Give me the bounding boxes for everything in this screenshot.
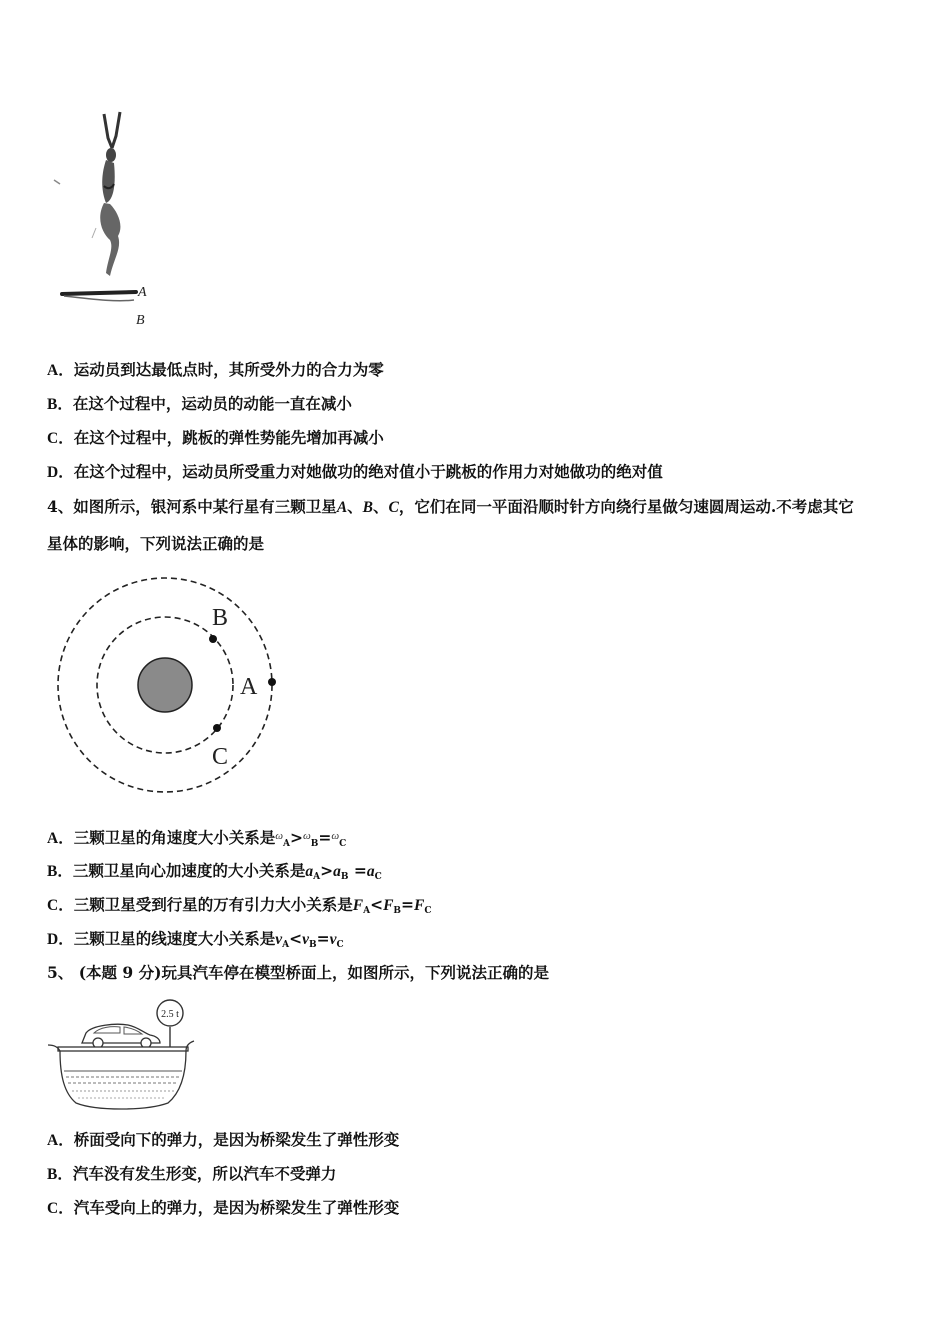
option-letter: C bbox=[47, 1200, 59, 1217]
orbit-figure bbox=[50, 570, 290, 800]
option-text: 三颗卫星受到行星的万有引力大小关系是 bbox=[73, 895, 353, 914]
relation: = bbox=[401, 895, 415, 914]
option-letter: B bbox=[47, 396, 58, 413]
variable: F bbox=[352, 897, 364, 914]
q4-stem-text: 如图所示，银河系中某行星有三颗卫星 bbox=[73, 497, 337, 516]
option-letter: D bbox=[47, 931, 59, 948]
satellite-b bbox=[209, 635, 217, 643]
option-letter: A bbox=[47, 1132, 59, 1149]
question-number: 4、 bbox=[47, 497, 74, 516]
relation: < bbox=[289, 929, 303, 948]
option-text: 三颗卫星的角速度大小关系是 bbox=[73, 828, 276, 847]
q5-option-b[interactable]: B．汽车没有发生形变，所以汽车不受弹力 bbox=[47, 1164, 337, 1183]
variable: F bbox=[414, 897, 425, 914]
q3-option-a[interactable]: A．运动员到达最低点时，其所受外力的合力为零 bbox=[47, 360, 384, 379]
relation: < bbox=[370, 895, 384, 914]
subscript: A bbox=[363, 906, 371, 916]
option-text: 在这个过程中，运动员所受重力对她做功的绝对值小于跳板的作用力对她做功的绝对值 bbox=[73, 462, 663, 481]
diver-label-a: A bbox=[138, 285, 147, 300]
satellite-c bbox=[213, 724, 221, 732]
option-text: 汽车没有发生形变，所以汽车不受弹力 bbox=[72, 1164, 337, 1183]
separator: 、 bbox=[373, 497, 389, 516]
q4-stem-text-3: 星体的影响，下列说法正确的是 bbox=[47, 534, 265, 553]
weight-sign-text: 2.5 t bbox=[161, 1009, 179, 1020]
q5-stem bbox=[47, 963, 549, 983]
orbit-label-a: A bbox=[240, 674, 258, 700]
planet bbox=[138, 658, 192, 712]
option-text: 桥面受向下的弹力，是因为桥梁发生了弹性形变 bbox=[73, 1130, 400, 1149]
q4-option-a[interactable]: A．三颗卫星的角速度大小关系是$^\omega_A$>$^\omega_B$=$^\omega_C$ bbox=[47, 828, 347, 849]
option-text: 三颗卫星的线速度大小关系是 bbox=[73, 929, 276, 948]
omega-symbol: ω bbox=[303, 830, 311, 842]
q3-option-d[interactable]: D．在这个过程中，运动员所受重力对她做功的绝对值小于跳板的作用力对她做功的绝对值 bbox=[47, 462, 663, 481]
satellite-a bbox=[268, 678, 276, 686]
variable: a bbox=[305, 863, 314, 880]
subscript: A bbox=[313, 872, 321, 882]
q4-stem-line1 bbox=[47, 497, 854, 518]
variable: F bbox=[383, 897, 394, 914]
subscript: B bbox=[393, 906, 402, 916]
q3-option-c[interactable]: C．在这个过程中，跳板的弹性势能先增加再减小 bbox=[47, 428, 384, 447]
relation: = bbox=[316, 929, 330, 948]
option-text: 汽车受向上的弹力，是因为桥梁发生了弹性形变 bbox=[73, 1198, 400, 1217]
option-letter: C bbox=[47, 430, 59, 447]
orbit-label-c: C bbox=[212, 744, 229, 770]
option-letter: C bbox=[47, 897, 59, 914]
subscript: C bbox=[374, 872, 382, 882]
subscript: A bbox=[283, 839, 290, 849]
subscript: C bbox=[339, 839, 347, 849]
bridge-figure bbox=[46, 995, 196, 1120]
option-letter: A bbox=[47, 362, 59, 379]
q5-option-a[interactable]: A．桥面受向下的弹力，是因为桥梁发生了弹性形变 bbox=[47, 1130, 400, 1149]
q5-option-c[interactable]: C．汽车受向上的弹力，是因为桥梁发生了弹性形变 bbox=[47, 1198, 400, 1217]
sat-a: A bbox=[336, 499, 348, 516]
separator: 、 bbox=[347, 497, 363, 516]
option-letter: D bbox=[47, 464, 59, 481]
subscript: C bbox=[424, 906, 432, 916]
option-text: 在这个过程中，跳板的弹性势能先增加再减小 bbox=[73, 428, 384, 447]
q4-stem-text-2: ，它们在同一平面沿顺时针方向绕行星做匀速圆周运动.不考虑其它 bbox=[398, 497, 854, 516]
option-letter: B bbox=[47, 1166, 58, 1183]
variable: v bbox=[302, 931, 309, 948]
variable: a bbox=[333, 863, 341, 880]
option-text: 三颗卫星向心加速度的大小关系是 bbox=[72, 861, 306, 880]
q5-stem-text: 玩具汽车停在模型桥面上，如图所示，下列说法正确的是 bbox=[161, 963, 549, 982]
relation: > bbox=[320, 861, 334, 880]
sat-c: C bbox=[388, 499, 399, 516]
question-number: 5、 bbox=[47, 963, 74, 982]
q3-option-b[interactable]: B．在这个过程中，运动员的动能一直在减小 bbox=[47, 394, 352, 413]
subscript: A bbox=[282, 940, 290, 950]
subscript: B bbox=[309, 940, 317, 950]
relation: = bbox=[348, 861, 367, 880]
option-letter: A bbox=[47, 830, 59, 847]
question-score: (本题 9 分) bbox=[78, 963, 162, 982]
option-text: 在这个过程中，运动员的动能一直在减小 bbox=[72, 394, 352, 413]
q4-stem-line2 bbox=[47, 534, 264, 554]
omega-symbol: ω bbox=[275, 830, 284, 842]
river-basin bbox=[60, 1051, 186, 1109]
variable: a bbox=[366, 863, 375, 880]
q4-option-d[interactable]: D．三颗卫星的线速度大小关系是$v_A<v_B=v_C$ bbox=[47, 929, 344, 950]
option-letter: B bbox=[47, 863, 58, 880]
relation: > bbox=[290, 828, 303, 847]
omega-symbol: ω bbox=[331, 830, 340, 842]
subscript: C bbox=[336, 940, 344, 950]
orbit-label-b: B bbox=[212, 605, 229, 631]
q4-option-b[interactable]: B．三颗卫星向心加速度的大小关系是$a_A>a_B =a_C$ bbox=[47, 861, 382, 882]
subscript: B bbox=[340, 872, 349, 882]
option-text: 运动员到达最低点时，其所受外力的合力为零 bbox=[73, 360, 384, 379]
diver-label-b: B bbox=[136, 313, 145, 328]
diver-figure bbox=[48, 108, 158, 330]
relation: = bbox=[318, 828, 332, 847]
sat-b: B bbox=[362, 499, 374, 516]
subscript: B bbox=[310, 839, 319, 849]
bridge-deck bbox=[58, 1047, 188, 1051]
q4-option-c[interactable]: C．三颗卫星受到行星的万有引力大小关系是$F_A<F_B=F_C$ bbox=[47, 895, 432, 916]
variable: v bbox=[329, 931, 337, 948]
variable: v bbox=[275, 931, 283, 948]
